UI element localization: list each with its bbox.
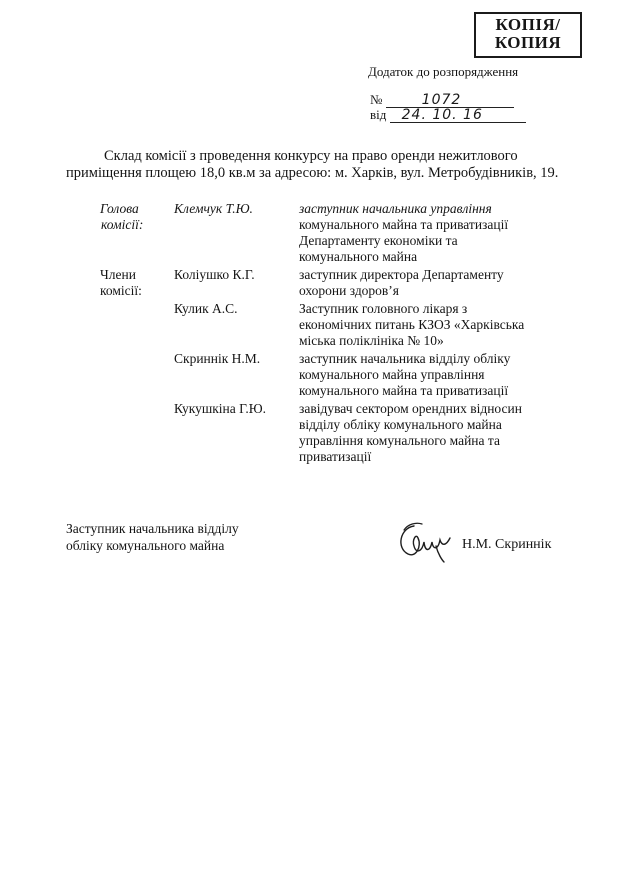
member-position [299,301,569,349]
date-label: від [370,107,387,122]
position-line: відділу обліку комунального майна [299,417,502,432]
members-role [100,267,142,299]
signer-title-line-1: Заступник начальника відділу [66,521,239,536]
position-line: комунального майна та приватизації [299,217,509,232]
number-label: № [370,92,383,107]
copy-stamp [474,12,582,58]
member-position [299,401,569,465]
number-field [386,93,514,108]
member-name: Скриннік Н.М. [174,351,261,366]
position-line: комунального майна та приватизації [299,383,509,398]
member-name: Клемчук Т.Ю. [174,201,253,216]
member-position [299,351,569,399]
position-line: Заступник головного лікаря з [299,301,468,316]
signer-name: Н.М. Скриннік [462,537,552,552]
number-value: 1072 [421,92,462,108]
member-name: Кукушкіна Г.Ю. [174,401,267,416]
signer-title-line-2: обліку комунального майна [66,538,225,553]
date-value: 24. 10. 16 [401,107,483,123]
annex-label: Додаток до розпорядження [368,64,519,79]
document-heading [66,148,566,182]
member-name: Коліушко К.Г. [174,267,255,282]
position-line: управління комунального майна та [299,433,500,448]
position-line: приватизації [299,449,372,464]
chair-role-line-1: Голова [100,201,139,216]
member-name: Кулик А.С. [174,301,238,316]
stamp-line-2: КОПИЯ [494,33,562,52]
members-role-line-1: Члени [100,267,136,282]
position-line: заступник начальника управління [299,201,492,216]
members-role-line-2: комісії: [100,283,142,298]
position-line: комунального майна управління [299,367,485,382]
position-line: заступник начальника відділу обліку [299,351,511,366]
position-line: міська поліклініка № 10» [299,333,444,348]
heading-line-1: Склад комісії з проведення конкурсу на право оренди нежитлового [104,148,518,164]
position-line: заступник директора Департаменту [299,267,504,282]
handwritten-signature [392,516,456,564]
position-line: економічних питань КЗОЗ «Харківська [299,317,525,332]
heading-line-2: приміщення площею 18,0 кв.м за адресою: м. Харків, вул. Метробудівників, 19. [66,165,559,181]
stamp-line-1: КОПІЯ/ [495,15,561,34]
member-position [299,267,569,299]
position-line: завідувач сектором орендних відносин [299,401,522,416]
date-field [390,108,526,123]
position-line: Департаменту економіки та [299,233,458,248]
chair-role [100,201,143,233]
member-position [299,201,569,265]
order-number-row [370,92,514,108]
chair-role-line-2: комісії: [101,217,144,232]
position-line: комунального майна [299,249,418,264]
position-line: охорони здоров’я [299,283,400,298]
order-date-row [370,107,526,123]
signer-title [66,520,239,554]
